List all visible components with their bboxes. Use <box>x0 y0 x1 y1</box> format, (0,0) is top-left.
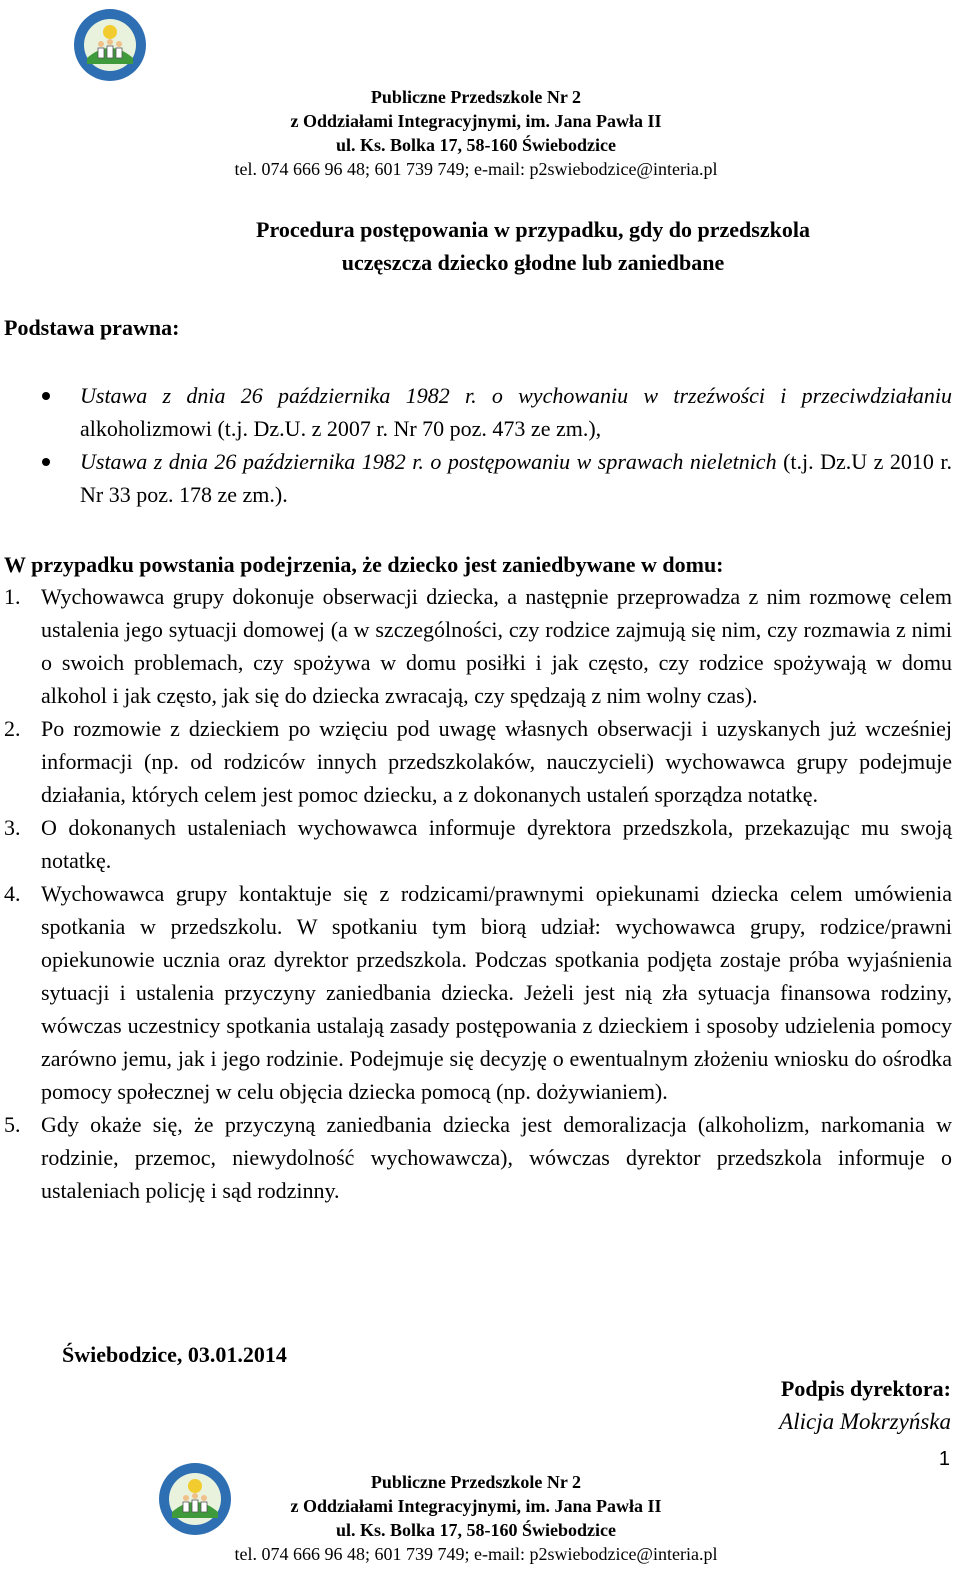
step-number: 4. <box>4 881 21 906</box>
legal-basis-heading: Podstawa prawna: <box>4 315 180 340</box>
step-text: Wychowawca grupy dokonuje obserwacji dziecka, a następnie przeprowadza z nim rozmowę celem ustalenia jego sytuacji domowej (a w szczególności, czy rodzice zajmują się nim, czy rozmawia z nimi o swoich problemach, czy spożywa w domu posiłki i jak często, czy rodzice spożywają w domu alkohol i jak często, jak się do dziecka zwracają, czy spędzają z nim wolny czas). <box>41 584 952 708</box>
title-line-1: Procedura postępowania w przypadku, gdy do przedszkola <box>256 217 810 242</box>
procedure-step <box>0 580 952 712</box>
school-name: Publiczne Przedszkole Nr 2 <box>370 1472 582 1492</box>
step-text: Po rozmowie z dzieckiem po wzięciu pod uwagę własnych obserwacji i uzyskanych już wcześniej informacji (np. od rodziców innych przedszkolaków, nauczycieli) wychowawca grupy podejmuje działania, których celem jest pomoc dziecku, a z dokonanych ustaleń sporządza notatkę. <box>41 716 952 807</box>
step-number: 2. <box>4 716 21 741</box>
school-address: ul. Ks. Bolka 17, 58-160 Świebodzice <box>335 1520 617 1540</box>
page-number: 1 <box>938 1448 950 1470</box>
step-text: Wychowawca grupy kontaktuje się z rodzicami/prawnymi opiekunami dziecka celem umówienia spotkania w przedszkolu. W spotkaniu tym biorą udział: wychowawca grupy, rodzice/prawni opiekunowie ucznia oraz dyrektor przedszkola. Podczas spotkania podjęta zostaje próba wyjaśnienia sytuacji i ustalenia przyczyny zaniedbania dziecka. Jeżeli jest nią zła sytuacja finansowa rodziny, wówczas uczestnicy spotkania ustalają zasady postępowania z dzieckiem i sposoby udzielenia pomocy zarówno jemu, jak i jego rodzinie. Podejmuje się decyzję o ewentualnym złożeniu wniosku do ośrodka pomocy społecznej w celu objęcia dziecka pomocą (np. dożywianiem). <box>41 881 952 1104</box>
school-subname: z Oddziałami Integracyjnymi, im. Jana Pawła II <box>290 111 662 131</box>
step-text: O dokonanych ustaleniach wychowawca informuje dyrektora przedszkola, przekazując mu swoją notatkę. <box>41 815 952 873</box>
bullet-icon <box>42 392 50 400</box>
signature-name: Alicja Mokrzyńska <box>779 1409 951 1434</box>
school-name: Publiczne Przedszkole Nr 2 <box>370 87 582 107</box>
procedure-step <box>0 877 952 1108</box>
legal-basis-list <box>0 379 952 511</box>
school-contact: tel. 074 666 96 48; 601 739 749; e-mail: p2swiebodzice@interia.pl <box>234 159 718 179</box>
bullet-icon <box>42 458 50 466</box>
school-header-footer <box>0 1470 952 1566</box>
school-address: ul. Ks. Bolka 17, 58-160 Świebodzice <box>335 135 617 155</box>
legal-basis-item <box>0 445 952 511</box>
school-contact: tel. 074 666 96 48; 601 739 749; e-mail: p2swiebodzice@interia.pl <box>234 1544 718 1564</box>
place-date: Świebodzice, 03.01.2014 <box>62 1342 287 1367</box>
legal-act-reference: alkoholizmowi (t.j. Dz.U. z 2007 r. Nr 70 poz. 473 ze zm.), <box>80 416 602 441</box>
step-number: 3. <box>4 815 21 840</box>
legal-act-title: Ustawa z dnia 26 października 1982 r. o wychowaniu w trzeźwości i przeciwdziałaniu <box>80 383 952 408</box>
signature-label: Podpis dyrektora: <box>780 1376 951 1401</box>
document-title <box>0 213 960 279</box>
step-number: 5. <box>4 1112 21 1137</box>
section-heading: W przypadku powstania podejrzenia, że dziecko jest zaniedbywane w domu: <box>4 552 724 577</box>
legal-basis-item <box>0 379 952 445</box>
procedure-step <box>0 1108 952 1207</box>
procedure-step <box>0 712 952 811</box>
procedure-step <box>0 811 952 877</box>
school-subname: z Oddziałami Integracyjnymi, im. Jana Pawła II <box>290 1496 662 1516</box>
step-text: Gdy okaże się, że przyczyną zaniedbania dziecka jest demoralizacja (alkoholizm, narkomania w rodzinie, przemoc, niewydolność wychowawcza), wówczas dyrektor przedszkola informuje o ustaleniach policję i sąd rodzinny. <box>41 1112 952 1203</box>
procedure-steps <box>0 580 952 1207</box>
step-number: 1. <box>4 584 21 609</box>
legal-act-reference: (t.j. Dz.U z 2010 r. Nr 33 poz. 178 ze zm.). <box>80 449 952 507</box>
school-header <box>0 85 952 181</box>
title-line-2: uczęszcza dziecko głodne lub zaniedbane <box>341 250 725 275</box>
legal-act-title: Ustawa z dnia 26 października 1982 r. o postępowaniu w sprawach nieletnich <box>80 449 777 474</box>
preschool-emblem-icon <box>73 8 147 82</box>
